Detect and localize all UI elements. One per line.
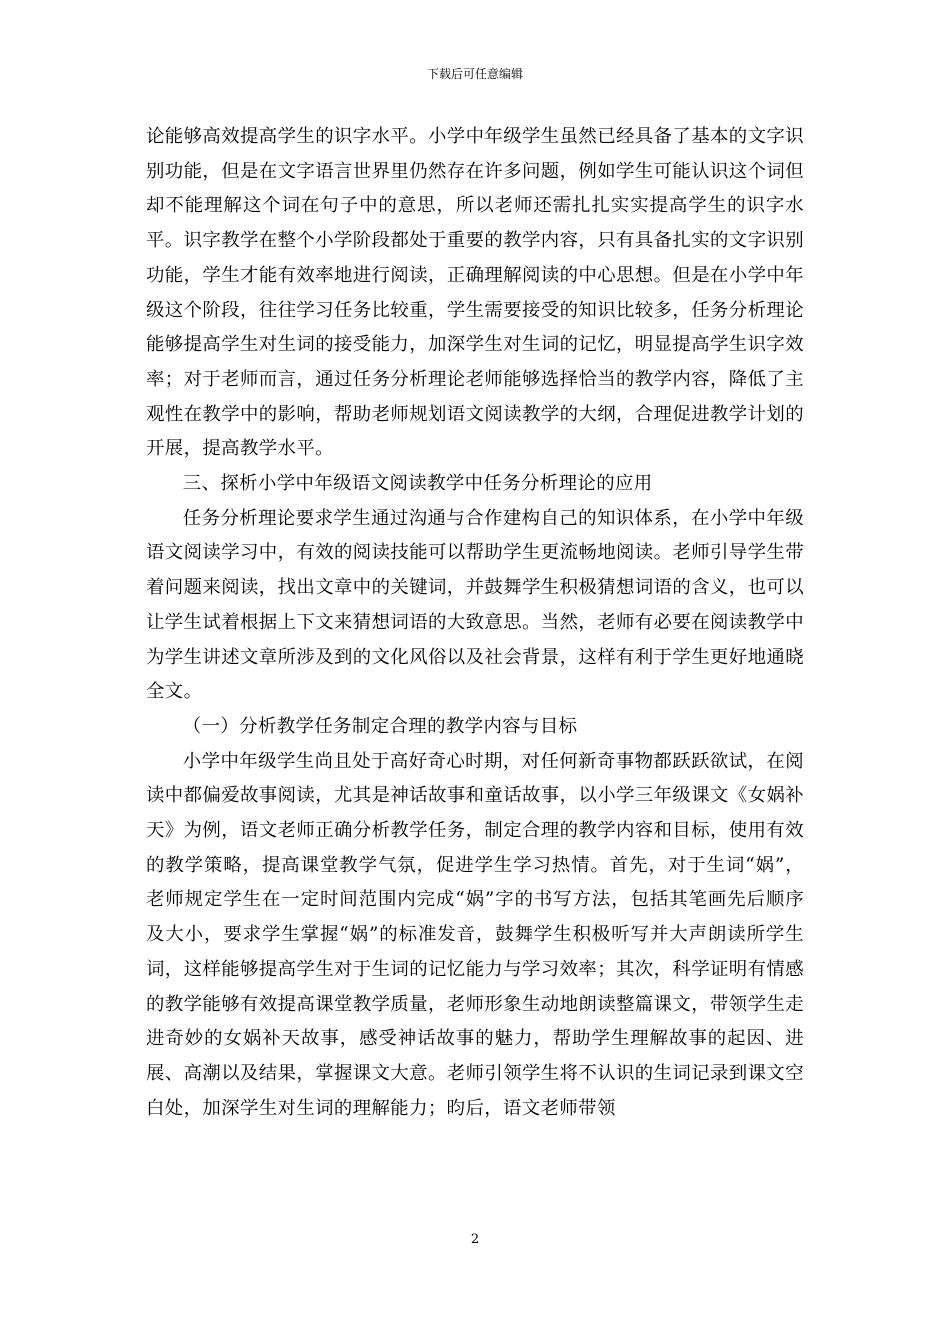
paragraph-continuation: 论能够高效提高学生的识字水平。小学中年级学生虽然已经具备了基本的文字识别功能，但是在文字语言世界里仍然存在许多问题，例如学生可能认识这个词但却不能理解这个词在句子中的意思，所以老师还需扎扎实实提高学生的识字水平。识字教学在整个小学阶段都处于重要的教学内容，只有具备扎实的文字识别功能，学生才能有效率地进行阅读，正确理解阅读的中心思想。但是在小学中年级这个阶段，往往学习任务比较重，学生需要接受的知识比较多，任务分析理论能够提高学生对生词的接受能力，加深学生对生词的记忆，明显提高学生识字效率；对于老师而言，通过任务分析理论老师能够选择恰当的教学内容，降低了主观性在教学中的影响，帮助老师规划语文阅读教学的大纲，合理促进教学计划的开展，提高教学水平。: [146, 126, 804, 460]
page-number: 2: [470, 1232, 480, 1247]
section-heading: 三、探析小学中年级语文阅读教学中任务分析理论的应用: [182, 473, 653, 495]
paragraph: 任务分析理论要求学生通过沟通与合作建构自己的知识体系，在小学中年级语文阅读学习中，有效的阅读技能可以帮助学生更流畅地阅读。老师引导学生带着问题来阅读，找出文章中的关键词，并鼓舞学生积极猜想词语的含义，也可以让学生试着根据上下文来猜想词语的大致意思。当然，老师有必要在阅读教学中为学生讲述文章所涉及到的文化风俗以及社会背景，这样有利于学生更好地通晓全文。: [146, 507, 804, 703]
page-header: 下载后可任意编辑: [426, 67, 523, 81]
document-body: [146, 120, 804, 1126]
paragraph: 小学中年级学生尚且处于高好奇心时期，对任何新奇事物都跃跃欲试，在阅读中都偏爱故事阅读，尤其是神话故事和童话故事，以小学三年级课文《女娲补天》为例，语文老师正确分析教学任务，制定合理的教学内容和目标，使用有效的教学策略，提高课堂教学气氛，促进学生学习热情。首先，对于生词“娲”，老师规定学生在一定时间范围内完成“娲”字的书写方法，包括其笔画先后顺序及大小，要求学生掌握“娲”的标准发音，鼓舞学生积极听写并大声朗读所学生词，这样能够提高学生对于生词的记忆能力与学习效率；其次，科学证明有情感的教学能够有效提高课堂教学质量，老师形象生动地朗读整篇课文，带领学生走进奇妙的女娲补天故事，感受神话故事的魅力，帮助学生理解故事的起因、进展、高潮以及结果，掌握课文大意。老师引领学生将不认识的生词记录到课文空白处，加深学生对生词的理解能力；昀后，语文老师带领: [146, 750, 804, 1119]
subsection-heading: （一）分析教学任务制定合理的教学内容与目标: [182, 715, 578, 737]
